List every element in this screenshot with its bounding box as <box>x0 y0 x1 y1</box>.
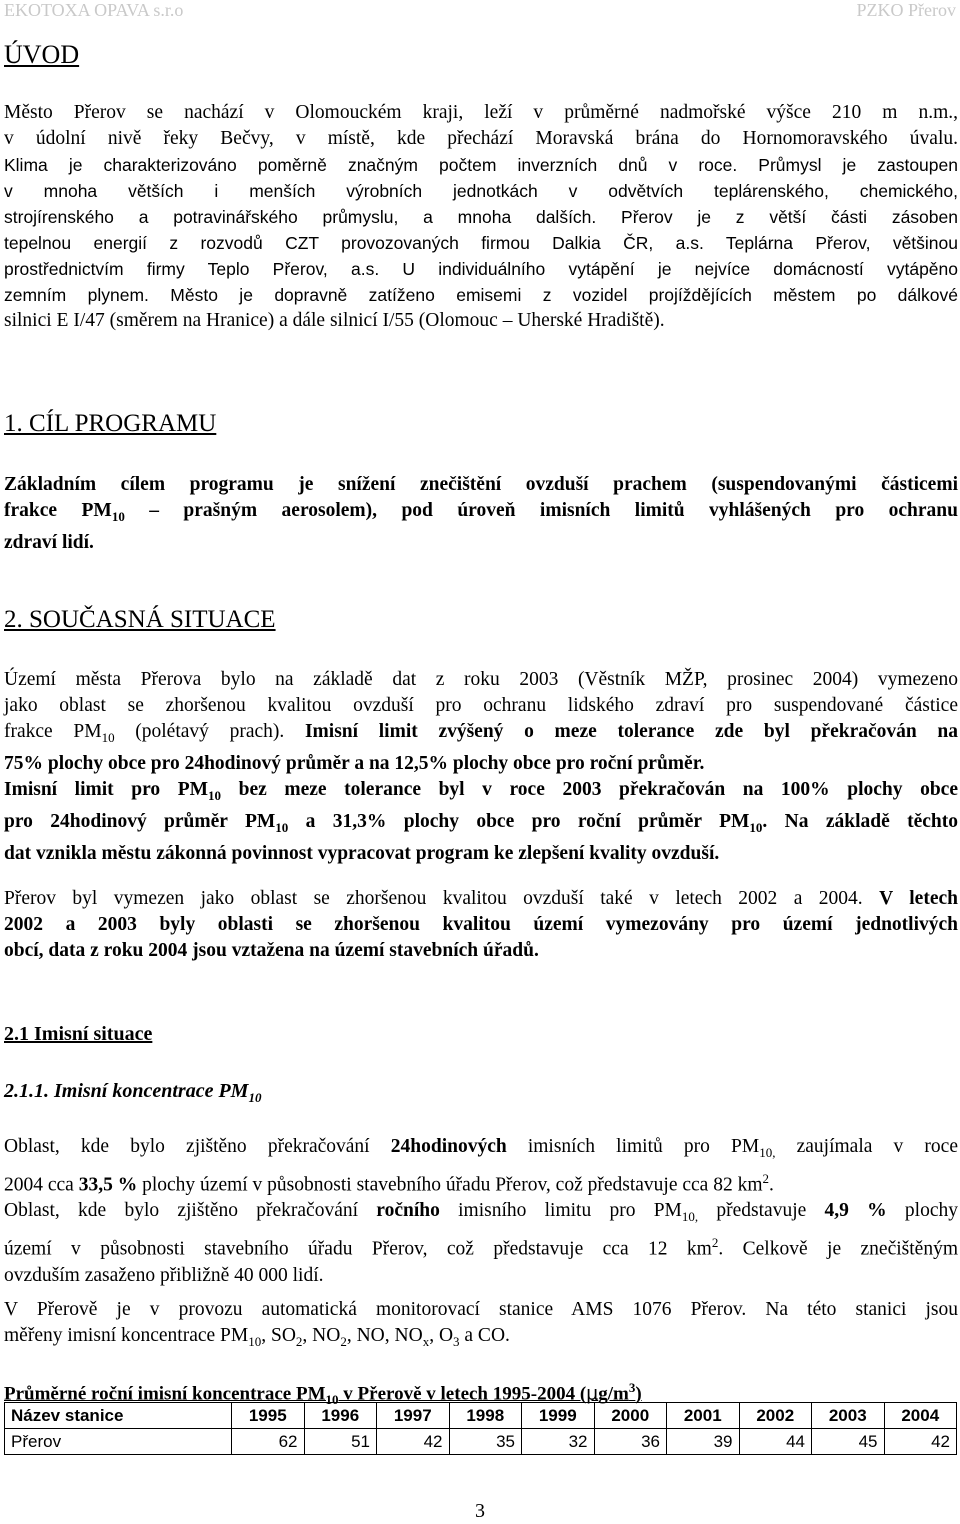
text: . Na základě těchto <box>762 810 958 832</box>
text: , SO <box>261 1325 296 1346</box>
section1-text: – prašným aerosolem), pod úroveň imisních limitů vyhlášených pro ochranu <box>124 500 959 521</box>
text: území v působnosti stavebního úřadu Přerov, což představuje cca 12 km <box>4 1238 712 1260</box>
text: imisních limitů pro PM <box>506 1136 760 1157</box>
subscript: 10 <box>208 787 222 803</box>
subscript: 10 <box>101 729 115 745</box>
text: představuje <box>698 1200 825 1222</box>
section2-line: 75% plochy obce pro 24hodinový průměr a na 12,5% plochy obce pro roční průměr. <box>4 752 705 774</box>
section21-line: V Přerově je v provozu automatická monitorovací stanice AMS 1076 Přerov. Na této stanici jsou <box>4 1299 958 1320</box>
heading-section-2: 2. SOUČASNÁ SITUACE <box>4 606 276 633</box>
bold-text: V letech <box>879 888 958 909</box>
text: Oblast, kde bylo zjištěno překračování <box>4 1136 391 1157</box>
table-cell: 44 <box>739 1429 812 1455</box>
table-row <box>5 1429 957 1455</box>
table-cell: Přerov <box>5 1429 232 1455</box>
superscript: 2 <box>762 1170 770 1186</box>
section21-line <box>4 1134 958 1166</box>
subscript: 10 <box>749 819 763 835</box>
section21-line <box>4 1166 958 1199</box>
bold-text: ročního <box>376 1200 440 1222</box>
section21-line <box>4 1230 958 1263</box>
section21-paragraph-1 <box>4 1134 958 1289</box>
section21-line: ovzduším zasaženo přibližně 40 000 lidí. <box>4 1264 324 1286</box>
section21-line <box>4 1198 958 1230</box>
section1-line: Základním cílem programu je snížení znečištění ovzduší prachem (suspendovanými částicemi <box>4 474 958 495</box>
section2-line <box>4 719 958 751</box>
table-header-cell: 2001 <box>667 1403 740 1429</box>
text: g/m <box>598 1383 629 1405</box>
heading-section-2-1-1 <box>4 1080 261 1106</box>
page-number: 3 <box>475 1500 485 1522</box>
table-header-cell: 2003 <box>812 1403 885 1429</box>
section21-line <box>4 1323 958 1355</box>
text: , O <box>429 1325 454 1346</box>
section2-line: obcí, data z roku 2004 jsou vztažena na území stavebních úřadů. <box>4 940 539 961</box>
subscript: 10, <box>681 1209 699 1225</box>
bold-text: 24hodinových <box>390 1136 507 1157</box>
table-cell: 45 <box>812 1429 885 1455</box>
section1-line: zdraví lidí. <box>4 531 94 553</box>
table-header-row <box>5 1403 957 1429</box>
bold-text: 33,5 % <box>78 1174 138 1196</box>
section2-line: 2002 a 2003 byly oblasti se zhoršenou kvalitou území vymezovány pro území jednotlivých <box>4 914 958 935</box>
subscript: 10 <box>275 819 289 835</box>
text: 2.1.1. Imisní koncentrace PM <box>4 1080 249 1102</box>
section2-paragraph-2 <box>4 886 958 964</box>
header-right-program: PZKO Přerov <box>856 0 956 20</box>
text: Oblast, kde bylo zjištěno překračování <box>4 1200 377 1222</box>
bold-text: 4,9 % <box>824 1200 887 1222</box>
text: měřeny imisní koncentrace PM <box>4 1325 249 1346</box>
text: 2004 cca <box>4 1174 79 1196</box>
table-header-cell: Název stanice <box>5 1403 232 1429</box>
intro-line: Město Přerov se nachází v Olomouckém kraji, leží v průměrné nadmořské výšce 210 m n.m., <box>4 102 958 123</box>
bold-text: Imisní limit zvýšený o meze tolerance zde byl překračován na <box>304 721 959 742</box>
text: a 31,3% plochy obce pro roční průměr PM <box>288 810 750 832</box>
table-header-cell: 1999 <box>522 1403 595 1429</box>
section2-paragraph-1 <box>4 667 958 867</box>
heading-section-1: 1. CÍL PROGRAMU <box>4 410 217 437</box>
text: (polétavý prach). <box>114 721 305 742</box>
pm-label: frakce PM <box>4 500 112 521</box>
text: pro 24hodinový průměr PM <box>4 810 276 832</box>
intro-line: strojírenského a potravinářského průmyslu, a mnoha dalších. Přerov je z větší části zásoben <box>4 207 958 227</box>
section2-line: dat vznikla městu zákonná povinnost vypracovat program ke zlepšení kvality ovzduší. <box>4 842 720 864</box>
subscript: 2 <box>340 1333 347 1349</box>
section2-line: jako oblast se zhoršenou kvalitou ovzduší pro ochranu lidského zdraví pro suspendované částice <box>4 695 958 716</box>
text: Imisní limit pro PM <box>4 778 209 800</box>
subscript: 10 <box>248 1333 262 1349</box>
table-header-cell: 1997 <box>377 1403 450 1429</box>
table-cell: 42 <box>377 1429 450 1455</box>
table-cell: 35 <box>449 1429 522 1455</box>
superscript: 2 <box>711 1235 719 1251</box>
superscript: 3 <box>628 1380 636 1395</box>
mu-symbol: μ <box>586 1382 599 1405</box>
subscript: x <box>422 1333 430 1349</box>
section2-line <box>4 886 958 912</box>
subscript: 3 <box>453 1333 460 1349</box>
text: , NO <box>302 1325 341 1346</box>
section1-line <box>4 498 958 530</box>
text: a CO. <box>459 1325 510 1346</box>
subscript: 10, <box>759 1144 776 1160</box>
table-header-cell: 1995 <box>232 1403 305 1429</box>
text: Průměrné roční imisní koncentrace PM <box>4 1383 326 1405</box>
section21-paragraph-2 <box>4 1297 958 1355</box>
table-cell: 36 <box>594 1429 667 1455</box>
table-header-cell: 2000 <box>594 1403 667 1429</box>
text: zaujímala v roce <box>775 1136 958 1157</box>
subscript: 10 <box>325 1392 339 1408</box>
table-header-cell: 2002 <box>739 1403 812 1429</box>
subscript: 10 <box>248 1090 262 1105</box>
table-cell: 32 <box>522 1429 595 1455</box>
table-cell: 42 <box>884 1429 957 1455</box>
table-header-cell: 1998 <box>449 1403 522 1429</box>
heading-intro: ÚVOD <box>4 40 80 69</box>
section1-paragraph <box>4 472 958 556</box>
pm-subscript: 10 <box>111 508 125 524</box>
text: Přerov byl vymezen jako oblast se zhoršenou kvalitou ovzduší také v letech 2002 a 2004. <box>4 888 880 909</box>
table-cell: 62 <box>232 1429 305 1455</box>
text: . Celkově je znečištěným <box>718 1238 958 1260</box>
table-cell: 51 <box>304 1429 377 1455</box>
text: plochy území v působnosti stavebního úřadu Přerov, což představuje cca 82 km <box>137 1174 763 1196</box>
table-header-cell: 1996 <box>304 1403 377 1429</box>
intro-line: v údolní nivě řeky Bečvy, v místě, kde přechází Moravská brána do Hornomoravského úvalu. <box>4 128 958 149</box>
section2-line <box>4 777 958 809</box>
pm10-table <box>4 1402 957 1455</box>
intro-line: Klima je charakterizováno poměrně značným počtem inverzních dnů v roce. Průmysl je zastoupen <box>4 155 958 175</box>
header-left-company: EKOTOXA OPAVA s.r.o <box>4 0 184 20</box>
text: ) <box>635 1383 642 1405</box>
heading-section-2-1: 2.1 Imisní situace <box>4 1023 153 1045</box>
section2-line <box>4 809 958 841</box>
intro-line: silnici E I/47 (směrem na Hranice) a dále silnicí I/55 (Olomouc – Uherské Hradiště). <box>4 310 665 331</box>
section2-line: Území města Přerova bylo na základě dat z roku 2003 (Věstník MŽP, prosinec 2004) vymezeno <box>4 669 958 690</box>
text: . <box>769 1174 774 1196</box>
text: imisního limitu pro PM <box>439 1200 682 1222</box>
intro-line: prostřednictvím firmy Teplo Přerov, a.s. U individuálního vytápění je nejvíce domácností vytápěno <box>4 259 958 279</box>
text: frakce PM <box>4 721 102 742</box>
intro-paragraph <box>4 100 958 334</box>
table-header-cell: 2004 <box>884 1403 957 1429</box>
intro-line: zemním plynem. Město je dopravně zatíženo emisemi z vozidel projíždějících městem po dálkové <box>4 285 958 305</box>
table-cell: 39 <box>667 1429 740 1455</box>
intro-line: v mnoha větších i menších výrobních jednotkách v odvětvích teplárenského, chemického, <box>4 181 958 201</box>
subscript: 2 <box>295 1333 303 1349</box>
text: plochy <box>886 1200 958 1222</box>
intro-line: tepelnou energií z rozvodů CZT provozovaných firmou Dalkia ČR, a.s. Teplárna Přerov, většinou <box>4 233 958 253</box>
text: , NO, NO <box>346 1325 423 1346</box>
text: v Přerově v letech 1995-2004 ( <box>338 1383 587 1405</box>
text: bez meze tolerance byl v roce 2003 překračován na 100% plochy obce <box>221 778 958 800</box>
